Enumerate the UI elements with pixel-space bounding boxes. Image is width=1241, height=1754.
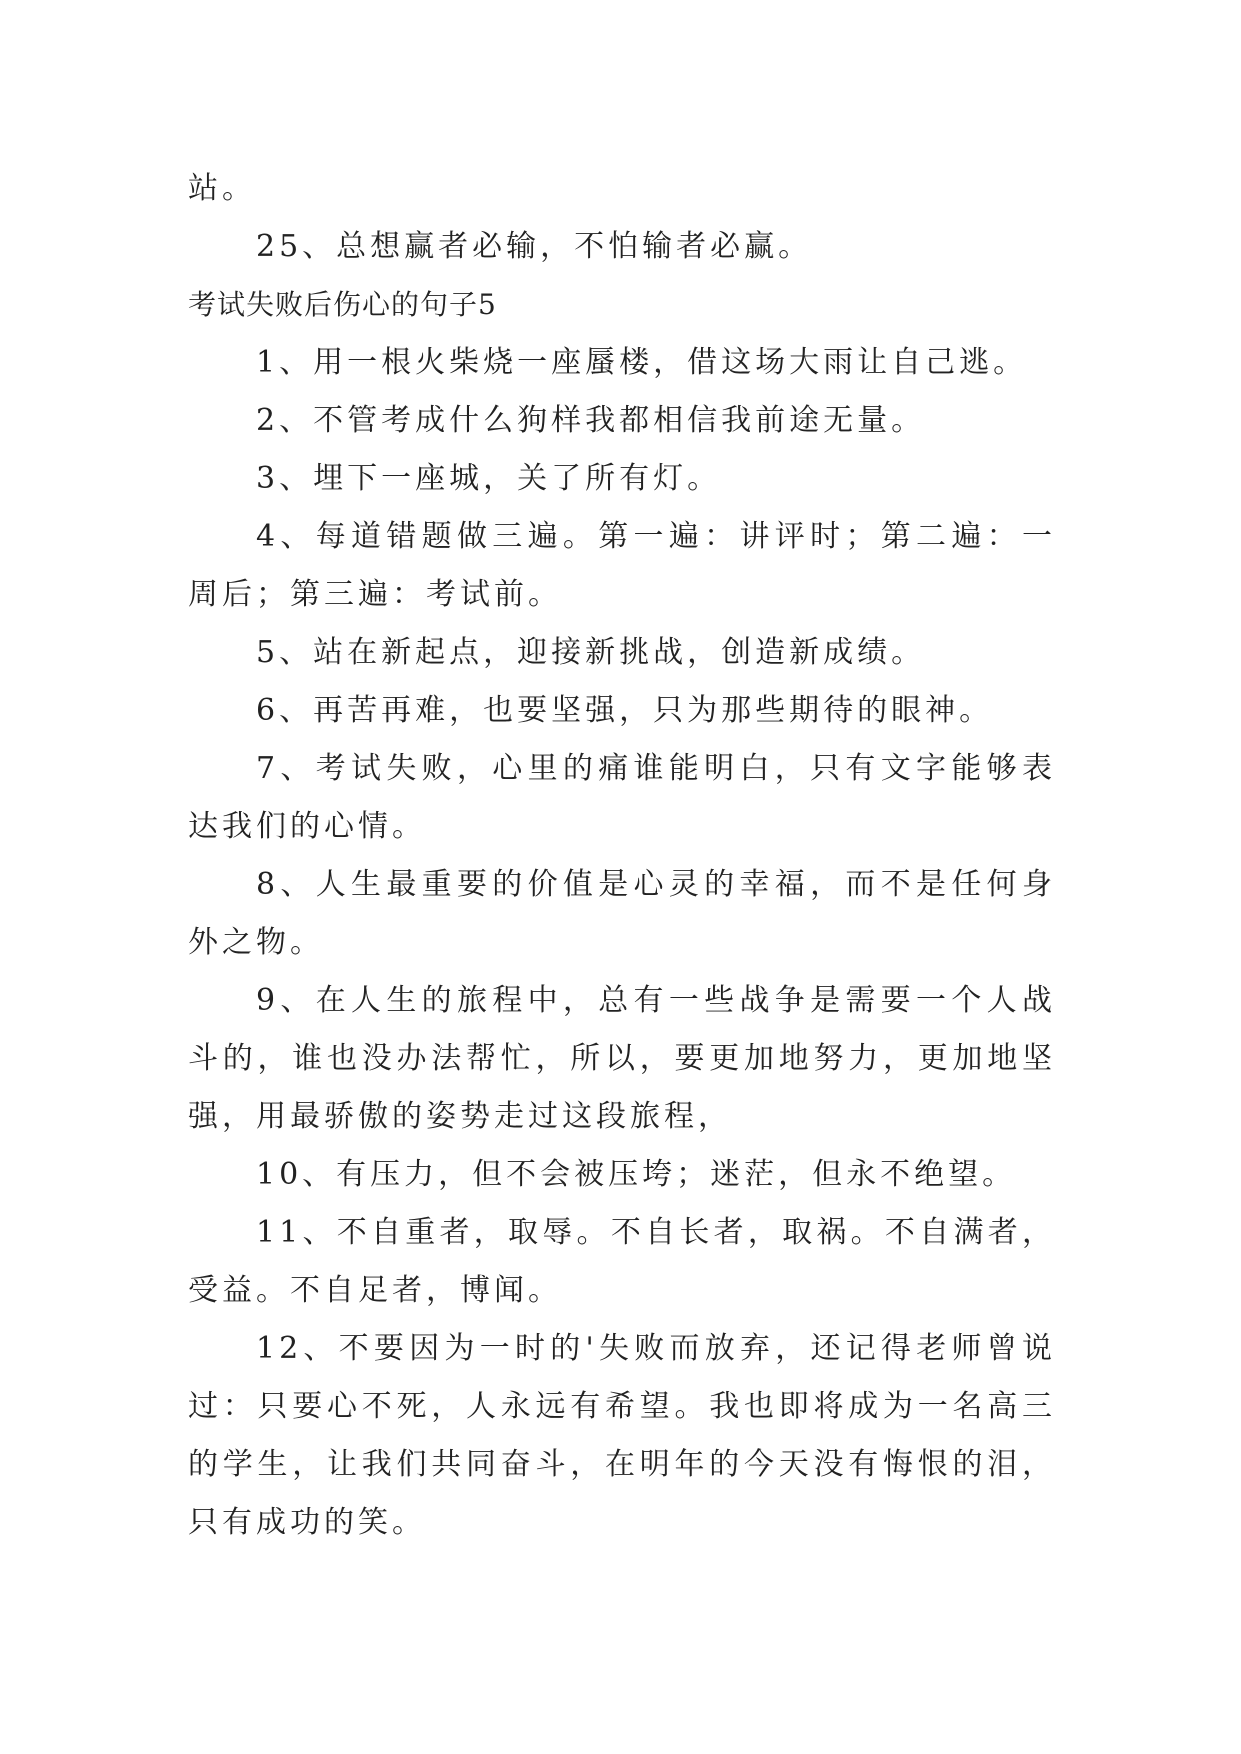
paragraph-continuation: 站。 <box>188 171 256 206</box>
list-item: 12、不要因为一时的'失败而放弃，还记得老师曾说过：只要心不死，人永远有希望。我也即将成为一名高三的学生，让我们共同奋斗，在明年的今天没有悔恨的泪，只有成功的笑。 <box>188 1331 1056 1540</box>
list-item: 5、站在新起点，迎接新挑战，创造新成绩。 <box>256 635 926 670</box>
list-item: 11、不自重者，取辱。不自长者，取祸。不自满者，受益。不自足者，博闻。 <box>188 1215 1056 1308</box>
list-item: 10、有压力，但不会被压垮；迷茫，但永不绝望。 <box>256 1157 1017 1192</box>
document-body <box>188 160 1056 1552</box>
list-item: 8、人生最重要的价值是心灵的幸福，而不是任何身外之物。 <box>188 867 1056 960</box>
list-item: 7、考试失败，心里的痛谁能明白，只有文字能够表达我们的心情。 <box>188 751 1056 844</box>
list-item: 3、埋下一座城，关了所有灯。 <box>256 461 722 496</box>
list-item: 2、不管考成什么狗样我都相信我前途无量。 <box>256 403 926 438</box>
list-item: 9、在人生的旅程中，总有一些战争是需要一个人战斗的，谁也没办法帮忙，所以，要更加地努力，更加地坚强，用最骄傲的姿势走过这段旅程， <box>188 983 1056 1134</box>
section-heading: 考试失败后伤心的句子5 <box>188 288 497 321</box>
list-item: 4、每道错题做三遍。第一遍：讲评时；第二遍：一周后；第三遍：考试前。 <box>188 519 1056 612</box>
list-item: 6、再苦再难，也要坚强，只为那些期待的眼神。 <box>256 693 994 728</box>
list-item-25: 25、总想赢者必输，不怕输者必赢。 <box>256 229 813 264</box>
list-item: 1、用一根火柴烧一座蜃楼，借这场大雨让自己逃。 <box>256 345 1028 380</box>
